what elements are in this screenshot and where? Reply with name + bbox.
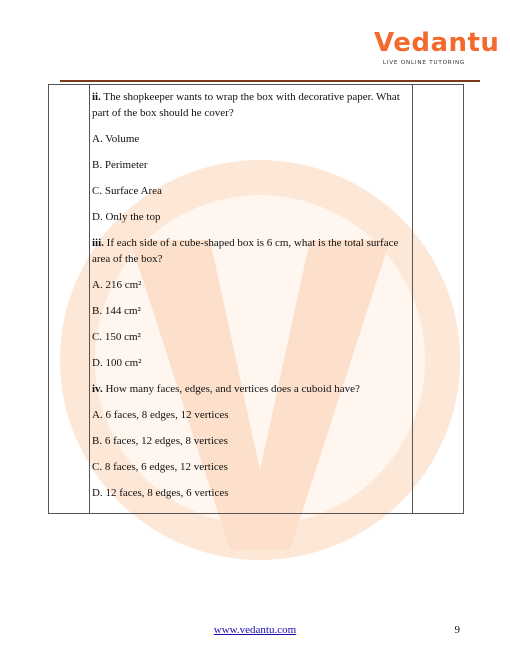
question-body: How many faces, edges, and vertices does a cuboid have? (102, 383, 360, 395)
answer-option: B. 6 faces, 12 edges, 8 vertices (92, 435, 228, 447)
answer-option: A. 216 cm² (92, 279, 142, 291)
question-number: iii. (92, 237, 104, 249)
website-link[interactable]: www.vedantu.com (213, 624, 297, 636)
question-text (92, 89, 410, 121)
footer-website (0, 624, 510, 636)
question-content (92, 89, 410, 511)
question-block (92, 89, 410, 225)
answer-option: C. 150 cm² (92, 331, 141, 343)
question-text (92, 235, 410, 267)
question-text (92, 381, 410, 397)
answer-option: C. Surface Area (92, 185, 162, 197)
answer-option: B. Perimeter (92, 159, 148, 171)
question-block (92, 381, 410, 501)
logo-tagline: LIVE ONLINE TUTORING (382, 60, 466, 66)
question-block (92, 235, 410, 371)
question-body: The shopkeeper wants to wrap the box with decorative paper. What part of the box should he cover? (92, 91, 400, 119)
answer-option: D. Only the top (92, 211, 161, 223)
answer-option: D. 100 cm² (92, 357, 142, 369)
logo-wordmark: Vedantu (374, 28, 500, 58)
table-left-column (49, 85, 90, 513)
question-body: If each side of a cube-shaped box is 6 cm, what is the total surface area of the box? (92, 237, 399, 265)
answer-option: C. 8 faces, 6 edges, 12 vertices (92, 461, 228, 473)
question-number: iv. (92, 383, 103, 395)
header-rule (60, 80, 480, 82)
table-right-column (412, 85, 463, 513)
page-number: 9 (454, 624, 460, 636)
answer-option: A. 6 faces, 8 edges, 12 vertices (92, 409, 229, 421)
answer-option: D. 12 faces, 8 edges, 6 vertices (92, 487, 229, 499)
answer-option: A. Volume (92, 133, 140, 145)
answer-option: B. 144 cm² (92, 305, 141, 317)
vedantu-logo (374, 28, 500, 66)
question-number: ii. (92, 91, 101, 103)
